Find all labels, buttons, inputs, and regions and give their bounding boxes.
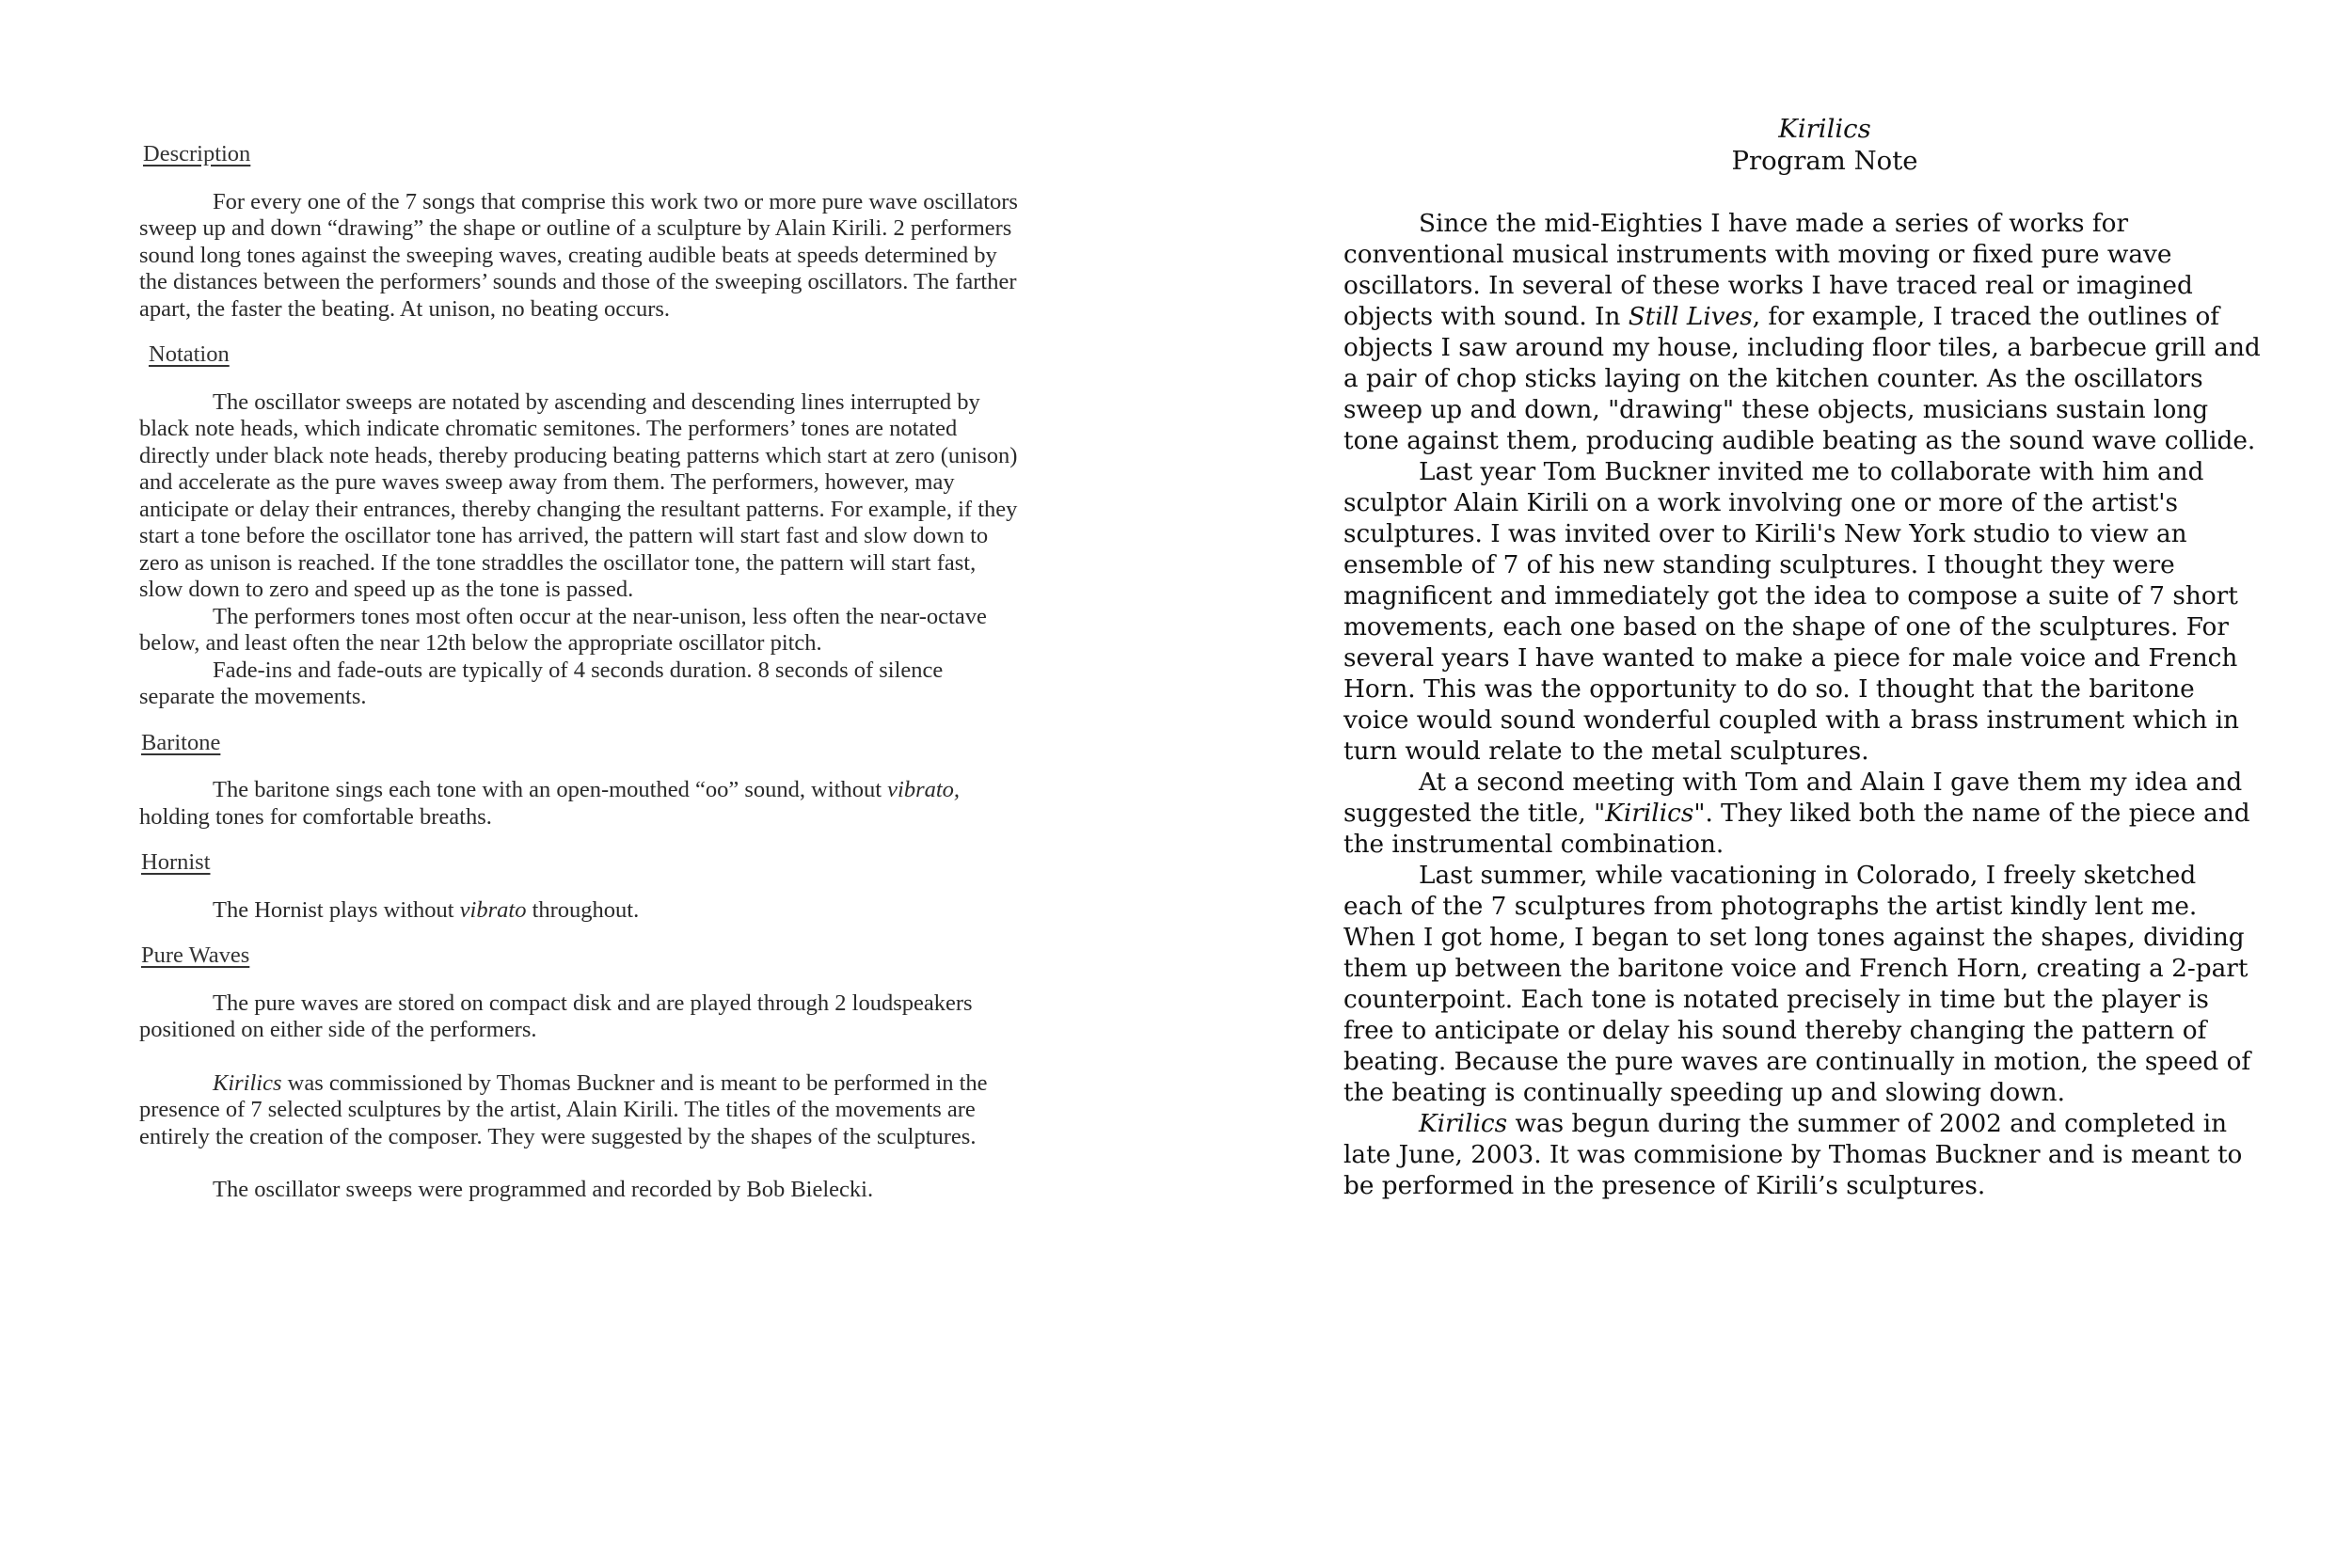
- credits-paragraph: The oscillator sweeps were programmed and recorded by Bob Bielecki.: [213, 1177, 874, 1202]
- notation-section: [139, 389, 1019, 711]
- description-paragraph: For every one of the 7 songs that comprise this work two or more pure wave oscillators sweep up and down “drawing” the shape or outline of a sculpture by Alain Kirili. 2 performers sound long tones against the sweeping waves, creating audible beats at speeds determined by the distances between the performers’ sounds and those of the sweeping oscillators. The farther apart, the faster the beating. At unison, no beating occurs.: [139, 188, 1018, 322]
- description-section: [139, 189, 1019, 324]
- pure-waves-section: [139, 990, 1019, 1204]
- left-page: [139, 141, 1019, 1223]
- program-note-paragraph-1: Since the mid-Eighties I have made a series of works for conventional musical instruments with moving or fixed pure wave oscillators. In several of these works I have traced real or imagined objects with sound. In Still Lives, for example, I traced the outlines of objects I saw around my house, including floor tiles, a barbecue grill and a pair of chop sticks laying on the kitchen counter. As the oscillators sweep up and down, "drawing" these objects, musicians sustain long tone against them, producing audible beating as the sound wave collide.: [1343, 210, 2261, 455]
- pure-waves-heading: Pure Waves: [141, 942, 250, 968]
- notation-paragraph-3: Fade-ins and fade-outs are typically of 4 seconds duration. 8 seconds of silence separate the movements.: [139, 657, 944, 709]
- notation-heading: Notation: [149, 341, 230, 367]
- program-note-paragraph-2: Last year Tom Buckner invited me to collaborate with him and sculptor Alain Kirili on a work involving one or more of the artist's sculptures. I was invited over to Kirili's New York studio to view an ensemble of 7 of his new standing sculptures. I thought they were magnificent and immediately got the idea to compose a suite of 7 short movements, each one based on the shape of one of the sculptures. For several years I have wanted to make a piece for male voice and French Horn. This was the opportunity to do so. I thought that the baritone voice would sound wonderful coupled with a brass instrument which in turn would relate to the metal sculptures.: [1343, 458, 2239, 766]
- work-title: Kirilics: [1778, 114, 1871, 144]
- description-heading: Description: [143, 141, 251, 166]
- program-note-paragraph-4: Last summer, while vacationing in Colorado, I freely sketched each of the 7 sculptures from photographs the artist kindly lent me. When I got home, I began to set long tones against the shapes, dividing them up between the baritone voice and French Horn, creating a 2-part counterpoint. Each tone is notated precisely in time but the player is free to anticipate or delay his sound thereby changing the pattern of beating. Because the pure waves are continually in motion, the speed of the beating is continually speeding up and slowing down.: [1343, 862, 2251, 1107]
- notation-paragraph-1: The oscillator sweeps are notated by ascending and descending lines interrupted by black note heads, which indicate chromatic semitones. The performers’ tones are notated directly under black note heads, thereby producing beating patterns which start at zero (unison) and accelerate as the pure waves sweep away from them. The performers, however, may anticipate or delay their entrances, thereby changing the resultant patterns. For example, if they start a tone before the oscillator tone has arrived, the pattern will start fast and slow down to zero as unison is reached. If the tone straddles the oscillator tone, the pattern will start fast, slow down to zero and speed up as the tone is passed.: [139, 388, 1018, 602]
- program-note-subtitle: Program Note: [1731, 146, 1918, 176]
- baritone-paragraph: The baritone sings each tone with an open-mouthed “oo” sound, without vibrato, holding tones for comfortable breaths.: [139, 777, 961, 830]
- program-note-paragraph-3: At a second meeting with Tom and Alain I gave them my idea and suggested the title, "Kirilics". They liked both the name of the piece and the instrumental combination.: [1343, 768, 2250, 859]
- pure-waves-paragraph-1: The pure waves are stored on compact disk and are played through 2 loudspeakers positioned on either side of the performers.: [139, 990, 973, 1042]
- baritone-heading: Baritone: [141, 729, 221, 755]
- hornist-paragraph: The Hornist plays without vibrato throughout.: [213, 896, 640, 923]
- commission-paragraph: Kirilics was commissioned by Thomas Buckner and is meant to be performed in the presence of 7 selected sculptures by the artist, Alain Kirili. The titles of the movements are entirely the creation of the composer. They were suggested by the shapes of the sculptures.: [139, 1069, 988, 1149]
- right-page: [1343, 113, 2261, 1202]
- program-note-header: [1389, 113, 2261, 177]
- baritone-section: [139, 777, 1019, 831]
- program-note-paragraph-5: Kirilics was begun during the summer of 2002 and completed in late June, 2003. It was commisione by Thomas Buckner and is meant to be performed in the presence of Kirili’s sculptures.: [1343, 1110, 2243, 1200]
- notation-paragraph-2: The performers tones most often occur at the near-unison, less often the near-octave below, and least often the near 12th below the appropriate oscillator pitch.: [139, 603, 987, 656]
- hornist-heading: Hornist: [141, 849, 211, 875]
- hornist-section: [139, 897, 1019, 925]
